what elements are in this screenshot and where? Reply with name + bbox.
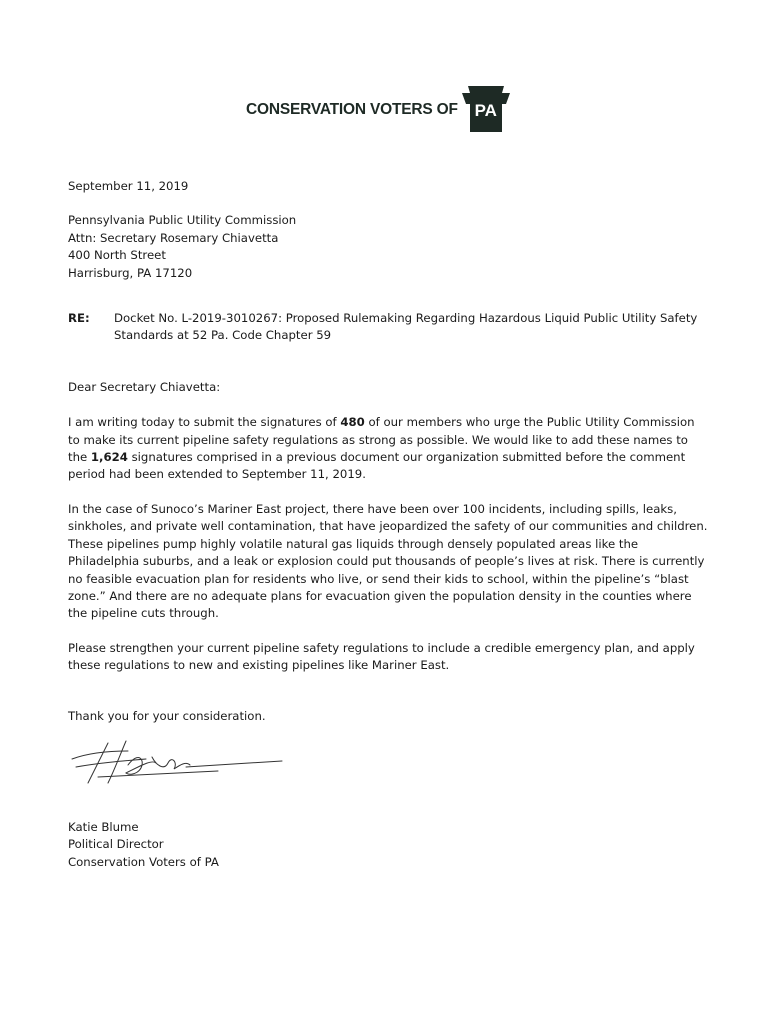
signer-title: Political Director	[68, 837, 164, 852]
re-text	[114, 310, 708, 345]
recipient-name: Pennsylvania Public Utility Commission	[68, 213, 297, 228]
paragraph-mariner-east: In the case of Sunoco’s Mariner East project, there have been over 100 incidents, including spills, leaks, sinkholes, and private well contamination, that have jeopardized the safety of our communities and children. These pipelines pump highly volatile natural gas liquids through densely populated areas like the Philadelphia suburbs, and a leak or explosion could put thousands of people’s lives at risk. There is currently no feasible evacuation plan for residents who live, or send their kids to school, within the pipeline’s “blast zone.” And there are no adequate plans for evacuation given the population density in the counties where the pipeline cuts through.	[68, 501, 708, 621]
paragraph-request: Please strengthen your current pipeline safety regulations to include a credible emergency plan, and apply these regulations to new and existing pipelines like Mariner East.	[68, 640, 695, 673]
letter-body	[68, 178, 708, 871]
para1-text-b: of our members who urge the Public Utility Commission to make its current pipeline safety regulations as strong as possible. We would like to add these names to the	[68, 415, 695, 465]
logo-text: CONSERVATION VOTERS OF	[246, 101, 458, 118]
letter-date: September 11, 2019	[68, 179, 189, 193]
signer-block	[68, 819, 708, 871]
paragraph-signatures	[68, 414, 708, 484]
keystone-badge	[462, 86, 510, 132]
handwritten-signature	[68, 735, 708, 815]
signer-name: Katie Blume	[68, 819, 139, 834]
signature-count-new: 480	[340, 415, 365, 430]
signer-organization: Conservation Voters of PA	[68, 854, 219, 869]
subject-line	[68, 310, 708, 345]
recipient-city: Harrisburg, PA 17120	[68, 265, 193, 280]
para1-text-a: I am writing today to submit the signatures of	[68, 415, 341, 430]
keystone-label: PA	[474, 101, 497, 120]
recipient-street: 400 North Street	[68, 248, 166, 263]
organization-logo	[246, 86, 510, 132]
salutation: Dear Secretary Chiavetta:	[68, 379, 221, 394]
signature-icon	[68, 737, 298, 797]
para1-text-c: signatures comprised in a previous document our organization submitted before the comment period had been extended to September 11, 2019.	[68, 450, 686, 482]
closing-line: Thank you for your consideration.	[68, 708, 266, 723]
re-line-2: Standards at 52 Pa. Code Chapter 59	[114, 328, 332, 343]
re-label: RE:	[68, 311, 90, 326]
recipient-address	[68, 212, 708, 282]
recipient-attn: Attn: Secretary Rosemary Chiavetta	[68, 230, 279, 245]
signature-count-previous: 1,624	[90, 450, 128, 465]
re-line-1: Docket No. L-2019-3010267: Proposed Rulemaking Regarding Hazardous Liquid Public Utility Safety	[114, 311, 698, 326]
